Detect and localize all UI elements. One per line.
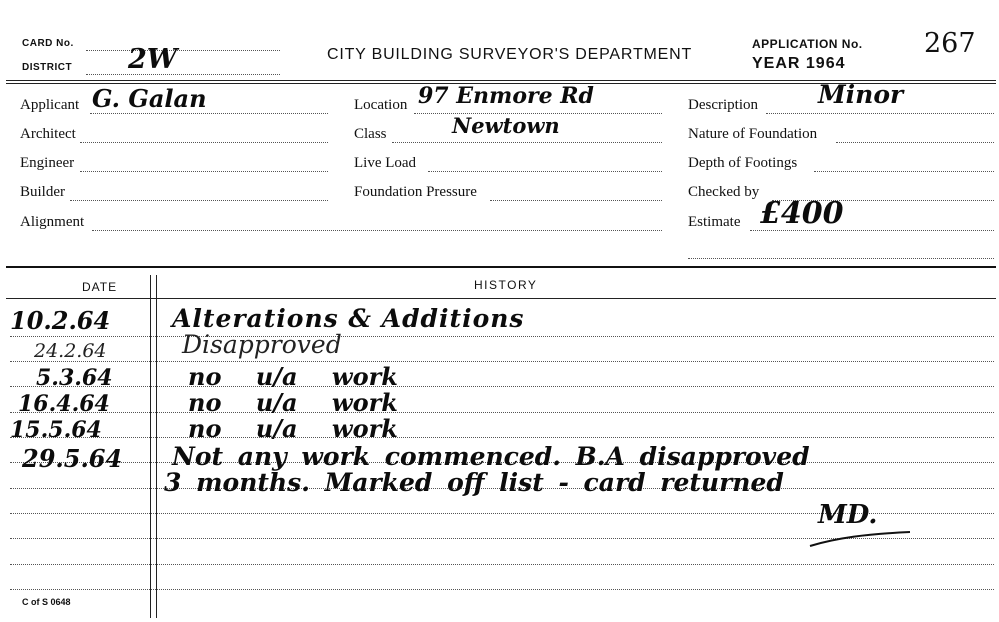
depth-of-footings-line <box>814 171 994 172</box>
architect-label: Architect <box>20 126 76 142</box>
table-top-rule <box>6 266 996 268</box>
history-row-date: 15.5.64 <box>10 417 102 443</box>
table-header-rule <box>6 298 996 299</box>
history-column-header: HISTORY <box>474 278 538 292</box>
form-code: C of S 0648 <box>22 597 71 607</box>
estimate-label: Estimate <box>688 214 741 230</box>
initials-signature: MD. <box>818 500 878 530</box>
estimate-value: £400 <box>760 196 844 231</box>
applicant-value: G. Galan <box>92 84 207 113</box>
class-label: Class <box>354 126 387 142</box>
description-line <box>766 113 994 114</box>
history-row-date: 16.4.64 <box>18 391 110 417</box>
engineer-line <box>80 171 328 172</box>
history-row-date: 29.5.64 <box>22 444 123 473</box>
history-row-text: 3 months. Marked off list - card returned <box>164 468 784 497</box>
department-title: CITY BUILDING SURVEYOR'S DEPARTMENT <box>327 46 693 63</box>
builder-line <box>70 200 328 201</box>
history-row-text: Alterations & Additions <box>172 304 525 333</box>
history-row-text: no u/a work <box>188 362 398 391</box>
date-column-divider <box>150 275 151 618</box>
alignment-label: Alignment <box>20 214 85 230</box>
nature-of-foundation-label: Nature of Foundation <box>688 126 818 142</box>
description-value: Minor <box>818 80 904 109</box>
year-label: YEAR 1964 <box>752 55 846 72</box>
card-no-label: CARD No. <box>22 38 74 49</box>
application-number: 267 <box>924 28 976 59</box>
history-row-text: Not any work commenced. B.A disapproved <box>172 442 810 471</box>
location-label: Location <box>354 97 408 113</box>
blank-extra-line <box>688 258 994 259</box>
card-no-line <box>86 50 280 51</box>
history-row-date: 5.3.64 <box>36 365 113 391</box>
application-label: APPLICATION No. <box>752 37 863 51</box>
builder-label: Builder <box>20 184 65 200</box>
nature-of-foundation-line <box>836 142 994 143</box>
applicant-label: Applicant <box>20 97 80 113</box>
architect-line <box>80 142 328 143</box>
checked-by-label: Checked by <box>688 184 760 200</box>
live-load-label: Live Load <box>354 155 417 171</box>
foundation-pressure-line <box>490 200 662 201</box>
applicant-line <box>90 113 328 114</box>
district-label: DISTRICT <box>22 62 73 73</box>
history-row-text: no u/a work <box>188 388 398 417</box>
signature-underline <box>806 528 916 550</box>
live-load-line <box>428 171 662 172</box>
description-label: Description <box>688 97 758 113</box>
location-value: 97 Enmore Rd <box>418 83 594 109</box>
date-column-header: DATE <box>82 280 118 294</box>
depth-of-footings-label: Depth of Footings <box>688 155 798 171</box>
district-line <box>86 74 280 75</box>
engineer-label: Engineer <box>20 155 75 171</box>
foundation-pressure-label: Foundation Pressure <box>354 184 477 200</box>
history-row-date: 10.2.64 <box>10 306 111 335</box>
alignment-line <box>92 230 662 231</box>
class-value: Newtown <box>452 113 560 138</box>
history-row-date: 24.2.64 <box>34 340 107 362</box>
district-value: 2W <box>128 44 178 75</box>
class-line <box>392 142 662 143</box>
history-row-text: no u/a work <box>188 414 398 443</box>
date-column-divider-inner <box>156 275 157 618</box>
history-row-text: Disapproved <box>182 330 342 359</box>
